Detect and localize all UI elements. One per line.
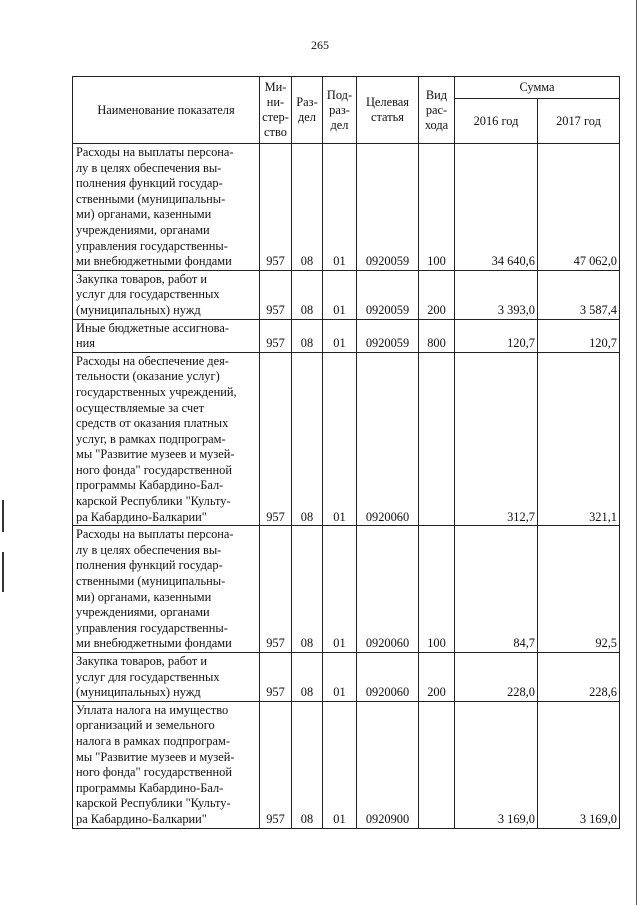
left-margin-mark bbox=[2, 552, 4, 592]
table-cell-expense-type: 100 bbox=[419, 526, 455, 653]
table-row bbox=[73, 270, 620, 319]
table-row bbox=[73, 144, 620, 271]
table-row bbox=[73, 701, 620, 828]
table-cell-ministry: 957 bbox=[260, 319, 292, 352]
table-cell-ministry: 957 bbox=[260, 144, 292, 271]
header-section: Раз- дел bbox=[292, 77, 323, 144]
right-page-edge bbox=[636, 0, 637, 905]
table-cell-expense-type: 200 bbox=[419, 653, 455, 702]
table-cell-section: 08 bbox=[292, 653, 323, 702]
left-margin-mark bbox=[2, 500, 4, 532]
header-target-article: Целевая статья bbox=[357, 77, 419, 144]
header-year-2017: 2017 год bbox=[538, 99, 620, 144]
table-cell-target-article: 0920059 bbox=[357, 319, 419, 352]
table-cell-subsection: 01 bbox=[323, 270, 357, 319]
table-cell-expense-type bbox=[419, 352, 455, 526]
table-cell-ministry: 957 bbox=[260, 653, 292, 702]
table-cell-ministry: 957 bbox=[260, 701, 292, 828]
table-cell-subsection: 01 bbox=[323, 526, 357, 653]
table-cell-sum-2017: 92,5 bbox=[538, 526, 620, 653]
table-cell-subsection: 01 bbox=[323, 319, 357, 352]
table-cell-target-article: 0920060 bbox=[357, 352, 419, 526]
table-cell-target-article: 0920060 bbox=[357, 653, 419, 702]
table-cell-target-article: 0920059 bbox=[357, 270, 419, 319]
header-expense-type: Вид рас- хода bbox=[419, 77, 455, 144]
table-cell-sum-2017: 47 062,0 bbox=[538, 144, 620, 271]
table-row bbox=[73, 319, 620, 352]
table-cell-section: 08 bbox=[292, 270, 323, 319]
table-cell-sum-2016: 312,7 bbox=[455, 352, 538, 526]
table-cell-target-article: 0920900 bbox=[357, 701, 419, 828]
table-cell-ministry: 957 bbox=[260, 526, 292, 653]
table-cell-subsection: 01 bbox=[323, 701, 357, 828]
table-cell-sum-2016: 3 393,0 bbox=[455, 270, 538, 319]
table-cell-expense-type: 200 bbox=[419, 270, 455, 319]
table-cell-ministry: 957 bbox=[260, 270, 292, 319]
table-cell-ministry: 957 bbox=[260, 352, 292, 526]
table-cell-name: Расходы на обеспечение дея- тельности (оказание услуг) государственных учреждений, осуществляемые за счет средств от оказания платных услуг, в рамках подпрограм- мы "Развитие музеев и музей- ного фонда" государственной программы Кабардино-Бал- карской Республики "Культу- ра Кабардино-Балкарии" bbox=[73, 352, 260, 526]
table-row bbox=[73, 526, 620, 653]
table-cell-expense-type: 100 bbox=[419, 144, 455, 271]
table-cell-sum-2016: 84,7 bbox=[455, 526, 538, 653]
table-cell-name: Иные бюджетные ассигнова- ния bbox=[73, 319, 260, 352]
table-row bbox=[73, 653, 620, 702]
table-cell-sum-2017: 321,1 bbox=[538, 352, 620, 526]
header-year-2016: 2016 год bbox=[455, 99, 538, 144]
page-number: 265 bbox=[311, 38, 329, 52]
table-cell-sum-2017: 120,7 bbox=[538, 319, 620, 352]
table-cell-name: Закупка товаров, работ и услуг для государственных (муниципальных) нужд bbox=[73, 270, 260, 319]
table-cell-target-article: 0920060 bbox=[357, 526, 419, 653]
table-cell-section: 08 bbox=[292, 319, 323, 352]
table-cell-sum-2016: 3 169,0 bbox=[455, 701, 538, 828]
header-row bbox=[73, 77, 620, 99]
table-cell-sum-2016: 34 640,6 bbox=[455, 144, 538, 271]
table-cell-section: 08 bbox=[292, 352, 323, 526]
table-cell-subsection: 01 bbox=[323, 144, 357, 271]
table-cell-sum-2017: 3 587,4 bbox=[538, 270, 620, 319]
budget-table bbox=[72, 76, 620, 829]
table-cell-expense-type bbox=[419, 701, 455, 828]
table-cell-section: 08 bbox=[292, 526, 323, 653]
table-cell-sum-2016: 228,0 bbox=[455, 653, 538, 702]
table-cell-sum-2017: 3 169,0 bbox=[538, 701, 620, 828]
table-cell-sum-2016: 120,7 bbox=[455, 319, 538, 352]
header-subsection: Под- раз- дел bbox=[323, 77, 357, 144]
table-cell-name: Расходы на выплаты персона- лу в целях обеспечения вы- полнения функций государ- ственными (муниципальны- ми) органами, казенными учреждениями, органами управления государственны- ми внебюджетными фондами bbox=[73, 144, 260, 271]
table-cell-subsection: 01 bbox=[323, 352, 357, 526]
header-name: Наименование показателя bbox=[73, 77, 260, 144]
header-sum: Сумма bbox=[455, 77, 620, 99]
table-row bbox=[73, 352, 620, 526]
table-cell-sum-2017: 228,6 bbox=[538, 653, 620, 702]
table-cell-section: 08 bbox=[292, 144, 323, 271]
table-cell-name: Расходы на выплаты персона- лу в целях обеспечения вы- полнения функций государ- ственными (муниципальны- ми) органами, казенными учреждениями, органами управления государственны- ми внебюджетными фондами bbox=[73, 526, 260, 653]
table-cell-section: 08 bbox=[292, 701, 323, 828]
table-cell-name: Уплата налога на имущество организаций и земельного налога в рамках подпрограм- мы "Развитие музеев и музей- ного фонда" государственной программы Кабардино-Бал- карской Республики "Культу- ра Кабардино-Балкарии" bbox=[73, 701, 260, 828]
table-cell-subsection: 01 bbox=[323, 653, 357, 702]
header-ministry: Ми- ни- стер- ство bbox=[260, 77, 292, 144]
table-cell-expense-type: 800 bbox=[419, 319, 455, 352]
table-cell-target-article: 0920059 bbox=[357, 144, 419, 271]
table-cell-name: Закупка товаров, работ и услуг для государственных (муниципальных) нужд bbox=[73, 653, 260, 702]
